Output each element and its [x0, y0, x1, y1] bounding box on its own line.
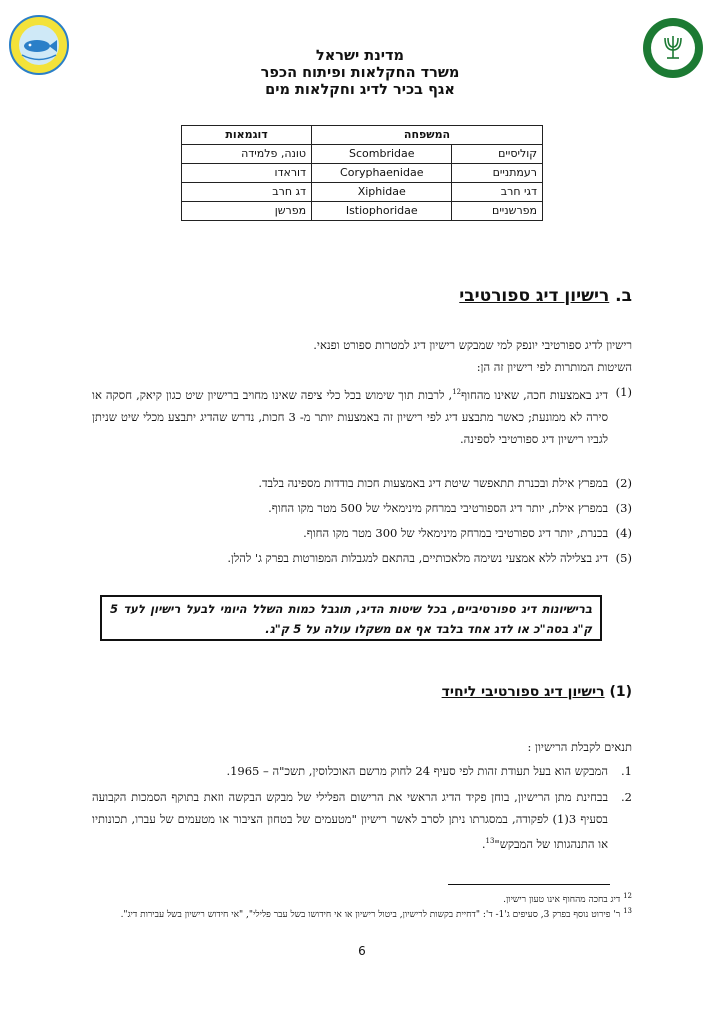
- footnote-number: 12: [623, 892, 632, 900]
- cell-family-latin: Istiophoridae: [312, 202, 452, 221]
- header-line-state: מדינת ישראל: [315, 48, 405, 64]
- list-item: [92, 472, 632, 494]
- list-item-text: בכנרת, יותר דיג ספורטיבי במרחק מינימאלי של 300 מטר מקו החוף.: [303, 526, 608, 540]
- section-b-title: רישיון דיג ספורטיבי: [459, 286, 610, 306]
- footnote-text: דיג בחכה מהחוף אינו טעון רישיון.: [503, 895, 621, 905]
- table-header-family: המשפחה: [312, 126, 543, 145]
- methods-intro: השיטות המותרות לפי רישיון זה הן:: [476, 360, 632, 374]
- list-item-number: (5): [615, 551, 632, 565]
- footnote-number: 13: [623, 907, 632, 915]
- section-b-heading: [459, 286, 632, 306]
- table-row: [182, 164, 543, 183]
- subsection-number: (1): [609, 684, 632, 700]
- cell-examples: דג חרב: [182, 183, 312, 202]
- footnote-divider: [448, 884, 610, 885]
- cell-examples: מפרשן: [182, 202, 312, 221]
- ministry-logo: [641, 16, 705, 80]
- list-item-number: (2): [615, 476, 632, 490]
- header-line-ministry: משרד החקלאות ופיתוח הכפר: [260, 65, 460, 81]
- cell-examples: טונה, פלמידה: [182, 145, 312, 164]
- section-b-prefix: ב.: [615, 286, 632, 306]
- list-item: [92, 760, 632, 782]
- list-item-text-cont: .: [481, 836, 486, 851]
- list-item-text: במפרץ אילת ובכנרת תתאפשר שיטת דיג באמצעות חכות בודדות מספינה בלבד.: [258, 476, 608, 490]
- catch-limit-notice: ברישיונות דיג ספורטיביים, בכל שיטות הדיג, תוגבל כמות השלל היומי לבעל רישיון לעד 5 ק"ג בסה"כ או לדג אחד בלבד אף אם משקלו עולה על 5 ק"ג.: [100, 595, 602, 641]
- list-item-text-cont: , לרבות תוך שימוש בכל כלי ציפה שאינו מחויב ברישיון שיט כגון קיאק, חסקה או סירה לא ממונעת; כאשר מתבצע דיג לפי רישיון זה באמצעות יותר מ- 3 חכות, נדרש שהדיג יתבצע מכלי שיט שניתן לגביו רישיון דיג ספורטיבי לספינה.: [92, 387, 609, 446]
- list-item: [92, 497, 632, 519]
- list-item: [92, 381, 632, 450]
- table-row: [182, 145, 543, 164]
- list-item-number: 2.: [621, 790, 632, 804]
- footnote-text: ר' פירוט נוסף בפרק 3, סעיפים ג'1- ד': "דחיית בקשות לרישיון, ביטול רישיון או אי חידושו בשל עבר פלילי", "אי חידוש רישיון בשל עבירות דיג".: [120, 910, 621, 920]
- list-item-number: (4): [615, 526, 632, 540]
- list-item: [92, 547, 632, 569]
- list-item-text: המבקש הוא בעל תעודת זהות לפי סעיף 24 לחוק מרשם האוכלוסין, תשכ"ה – 1965.: [226, 764, 608, 778]
- footnote: [92, 905, 632, 922]
- cell-family-latin: Coryphaenidae: [312, 164, 452, 183]
- conditions-label: תנאים לקבלת הרישיון :: [527, 740, 632, 754]
- list-item-text: דיג באמצעות חכה, שאינו מהחוף: [461, 387, 608, 402]
- list-item-number: (3): [615, 501, 632, 515]
- list-item-number: 1.: [621, 764, 632, 778]
- section-b-intro: רישיון לדיג ספורטיבי יונפק למי שמבקש רישיון דיג למטרות ספורט ופנאי.: [313, 338, 632, 352]
- cell-family-latin: Scombridae: [312, 145, 452, 164]
- list-item-text: דיג בצלילה ללא אמצעי נשימה מלאכותיים, בהתאם למגבלות המפורטות בפרק ג' להלן.: [227, 551, 608, 565]
- cell-family-latin: Xiphidae: [312, 183, 452, 202]
- page-number: 6: [358, 944, 366, 958]
- table-header-examples: דוגמאות: [182, 126, 312, 145]
- subsection-heading: [442, 684, 632, 700]
- cell-examples: דוראדו: [182, 164, 312, 183]
- list-item-text: במפרץ אילת, יותר דיג הספורטיבי במרחק מינימאלי של 500 מטר מקו החוף.: [268, 501, 608, 515]
- subsection-title: רישיון דיג ספורטיבי ליחיד: [441, 684, 605, 700]
- fish-logo-icon: [8, 14, 70, 76]
- list-item-text: בבחינת מתן הרישיון, בוחן פקיד הדיג הראשי את הרישום הפלילי של מבקש הבקשה וזאת בתוקף הסמכות הקבועה בסעיף 3(1) לפקודה, במסגרתו ניתן לסרב לאשר רישיון "מטעמים של בטחון הציבור או מטעמים של עברו, תכונותיו או התנהגותו של המבקש": [92, 790, 608, 851]
- table-header-row: [182, 126, 543, 145]
- cell-family-hebrew: רעמתניים: [452, 164, 543, 183]
- list-item-number: (1): [615, 385, 632, 399]
- footnote-ref: 13: [485, 837, 495, 845]
- table-row: [182, 183, 543, 202]
- fisheries-department-logo: [8, 14, 70, 76]
- fish-families-table: [181, 125, 543, 221]
- cell-family-hebrew: דגי חרב: [452, 183, 543, 202]
- document-header: [150, 48, 570, 99]
- header-line-department: אגף בכיר לדיג וחקלאות מים: [265, 82, 455, 98]
- cell-family-hebrew: מפרשניים: [452, 202, 543, 221]
- cell-family-hebrew: קוליסיים: [452, 145, 543, 164]
- list-item: [92, 786, 632, 855]
- footnote-ref: 12: [452, 388, 462, 396]
- list-item: [92, 522, 632, 544]
- table-row: [182, 202, 543, 221]
- menorah-emblem-icon: [641, 16, 705, 80]
